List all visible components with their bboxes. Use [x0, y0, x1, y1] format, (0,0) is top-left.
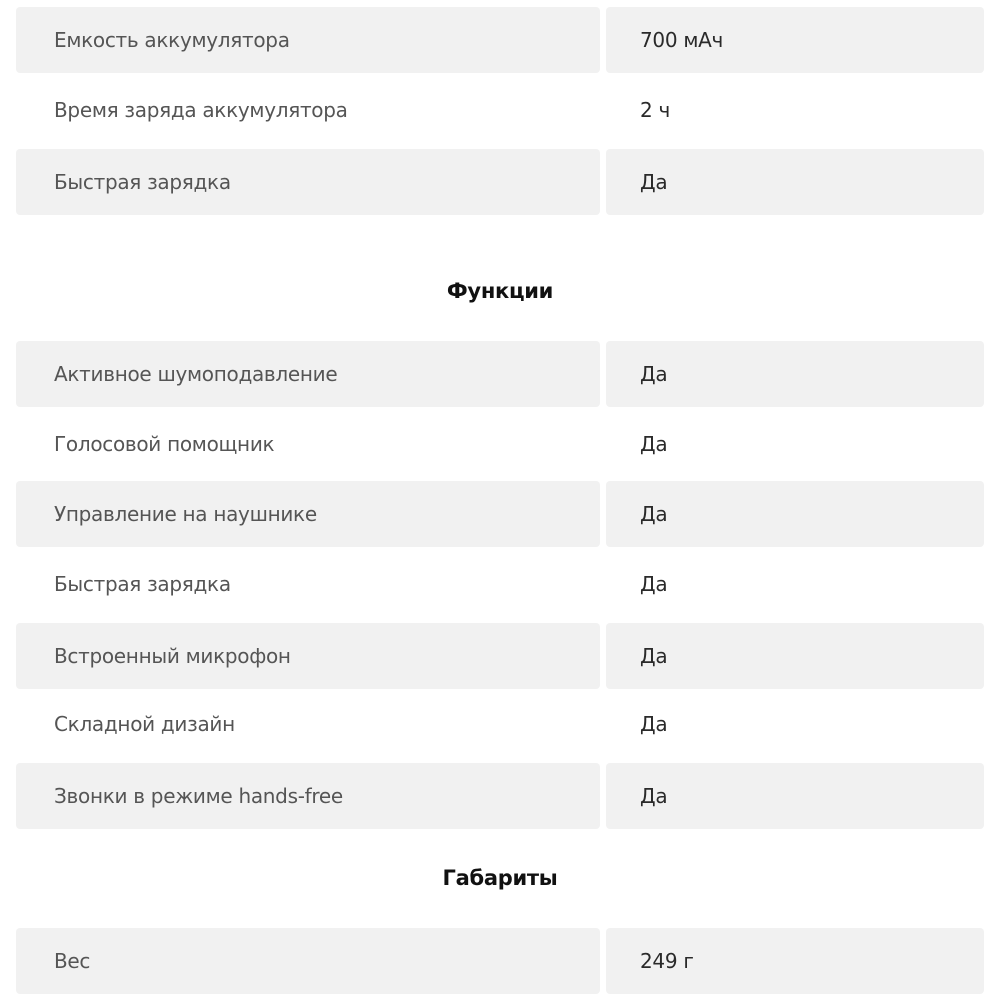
spec-label: Быстрая зарядка	[16, 149, 600, 215]
spec-row-battery-capacity	[16, 7, 984, 73]
spec-label: Управление на наушнике	[16, 481, 600, 547]
spec-label: Голосовой помощник	[54, 432, 275, 456]
spec-value: 2 ч	[640, 98, 670, 122]
spec-row-charge-time	[16, 77, 984, 143]
spec-label: Время заряда аккумулятора	[54, 98, 348, 122]
spec-label: Емкость аккумулятора	[16, 7, 600, 73]
section-title-dimensions: Габариты	[442, 866, 558, 890]
spec-value: 700 мАч	[606, 7, 984, 73]
spec-value: 249 г	[606, 928, 984, 994]
spec-row-foldable	[16, 691, 984, 757]
spec-value: Да	[606, 149, 984, 215]
spec-row-fast-charge-2	[16, 551, 984, 617]
spec-value: Да	[640, 712, 668, 736]
spec-label: Активное шумоподавление	[16, 341, 600, 407]
spec-value: Да	[606, 763, 984, 829]
spec-label: Быстрая зарядка	[54, 572, 231, 596]
spec-row-voice-assistant	[16, 411, 984, 477]
spec-value: Да	[606, 341, 984, 407]
spec-label: Вес	[16, 928, 600, 994]
spec-label: Складной дизайн	[54, 712, 235, 736]
spec-row-on-ear-control	[16, 481, 984, 547]
spec-value: Да	[606, 623, 984, 689]
spec-label: Звонки в режиме hands-free	[16, 763, 600, 829]
spec-row-hands-free	[16, 763, 984, 829]
spec-row-weight	[16, 928, 984, 994]
spec-row-fast-charge	[16, 149, 984, 215]
spec-row-anc	[16, 341, 984, 407]
section-title-functions: Функции	[446, 279, 554, 303]
spec-value: Да	[640, 572, 668, 596]
spec-label: Встроенный микрофон	[16, 623, 600, 689]
spec-row-microphone	[16, 623, 984, 689]
spec-value: Да	[606, 481, 984, 547]
spec-value: Да	[640, 432, 668, 456]
